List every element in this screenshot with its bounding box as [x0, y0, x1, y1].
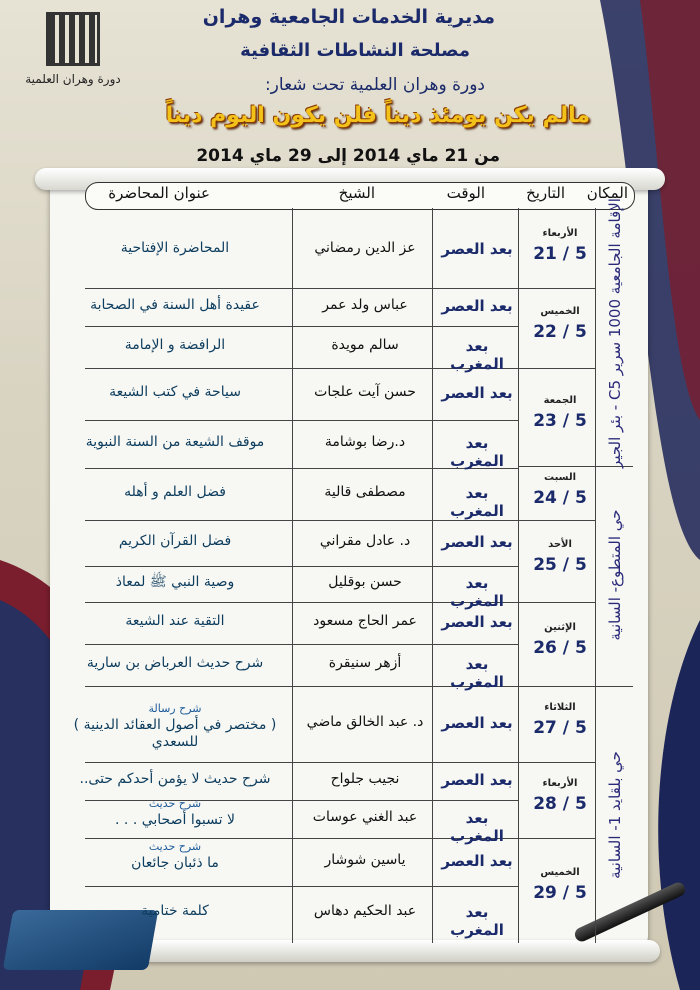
day-date: 5 / 23: [533, 411, 587, 431]
day-divider: [518, 602, 595, 603]
day-name: الأربعاء: [542, 228, 578, 239]
logo-text: دورة وهران العلمية: [25, 72, 121, 86]
day-name: الأربعاء: [542, 778, 578, 789]
col-place: المكان: [586, 184, 628, 202]
row-title-text: التقية عند الشيعة: [125, 613, 225, 629]
row-title-text: عقيدة أهل السنة في الصحابة: [90, 297, 260, 313]
row-title: [60, 574, 290, 591]
row-title-text: فضل العلم و أهله: [124, 484, 226, 500]
day-name: الجمعة: [543, 395, 577, 406]
row-time: بعد العصر: [441, 613, 513, 631]
day-name: السبت: [543, 472, 577, 483]
col-title: عنوان المحاضرة: [108, 184, 210, 202]
venue-3: حي بلقايد 1- السانية: [606, 751, 624, 879]
row-title: [60, 903, 290, 920]
row-sheikh: حسن بوقليل: [328, 574, 402, 590]
logo-emblem-icon: [46, 12, 100, 66]
day-date: 5 / 26: [533, 638, 587, 658]
row-sheikh: مصطفى قالية: [324, 484, 406, 500]
row-time: بعد المغرب: [450, 903, 504, 939]
row-title-text: لا تسبوا أصحابي . . .: [115, 812, 235, 828]
day-divider: [518, 368, 595, 369]
row-time: بعد العصر: [441, 384, 513, 402]
day-divider: [518, 466, 595, 467]
row-divider: [85, 520, 518, 521]
day-date: 5 / 27: [533, 718, 587, 738]
logo: [18, 8, 128, 98]
row-title-text: شرح حديث لا يؤمن أحدكم حتى..: [79, 771, 271, 787]
row-title: [60, 795, 290, 829]
row-divider: [85, 762, 518, 763]
col-date: التاريخ: [526, 184, 565, 202]
row-sheikh: ياسين شوشار: [324, 852, 406, 868]
row-title-text: المحاضرة الإفتاحية: [120, 240, 230, 256]
day-date: 5 / 28: [533, 794, 587, 814]
row-title-text: موقف الشيعة من السنة النبوية: [85, 434, 265, 450]
day-divider: [518, 520, 595, 521]
header: [0, 0, 700, 175]
day-name: الثلاثاء: [544, 702, 576, 713]
day-name: الخميس: [540, 306, 580, 317]
row-title: [60, 297, 290, 314]
day-divider: [518, 288, 595, 289]
col-sheikh: الشيخ: [338, 184, 375, 202]
venue-1: الإقامة الجامعية 1000 سرير C5 - بئر الجير: [606, 198, 624, 468]
day-divider: [518, 686, 595, 687]
row-sheikh: عباس ولد عمر: [322, 297, 408, 313]
row-title: [60, 838, 290, 872]
day-date: 5 / 29: [533, 883, 587, 903]
row-title-prefix: شرح حديث: [148, 797, 202, 810]
row-divider: [85, 566, 518, 567]
row-title: [60, 655, 290, 672]
venue-2: حي المتطوع- السانية: [606, 509, 624, 641]
row-sheikh: عز الدين رمضاني: [314, 240, 416, 256]
row-title: [60, 240, 290, 257]
row-title-text: ما ذئبان جائعان: [131, 855, 219, 871]
row-divider: [85, 288, 518, 289]
course-dates: من 21 ماي 2014 إلى 29 ماي 2014: [196, 146, 500, 166]
slogan: مالم يكن يومئذ ديناً فلن يكون اليوم ديناً: [165, 103, 590, 128]
row-sheikh: د. عادل مقراني: [319, 533, 411, 549]
row-time: بعد العصر: [441, 852, 513, 870]
grid-line: [595, 208, 596, 943]
day-name: الأحد: [548, 539, 572, 550]
row-time: بعد العصر: [441, 714, 513, 732]
row-title-text: شرح حديث العرباض بن سارية: [86, 655, 264, 671]
row-title: [60, 613, 290, 630]
row-divider: [85, 886, 518, 887]
row-title-prefix: شرح رسالة: [148, 702, 202, 715]
day-divider: [518, 838, 595, 839]
row-sheikh: أزهر سنيقرة: [328, 655, 402, 671]
day-date: 5 / 25: [533, 555, 587, 575]
day-divider: [518, 762, 595, 763]
row-title-prefix: شرح حديث: [148, 840, 202, 853]
row-time: بعد العصر: [441, 297, 513, 315]
row-title-text: كلمة ختامية: [141, 903, 209, 919]
row-sheikh: د.رضا بوشامة: [324, 434, 406, 450]
row-divider: [85, 644, 518, 645]
row-sheikh: د. عبد الخالق ماضي: [306, 714, 424, 730]
row-title: [60, 771, 290, 788]
row-time: بعد المغرب: [450, 434, 504, 470]
row-sheikh: حسن آيت علجات: [314, 384, 416, 400]
row-divider: [85, 420, 518, 421]
row-sheikh: سالم مويدة: [331, 337, 399, 353]
row-title: [60, 434, 290, 451]
grid-line: [518, 208, 519, 943]
day-date: 5 / 24: [533, 488, 587, 508]
row-time: بعد المغرب: [450, 809, 504, 845]
day-date: 5 / 21: [533, 244, 587, 264]
course-title: دورة وهران العلمية تحت شعار:: [264, 75, 485, 95]
row-title-text: ( مختصر في أصول العقائد الدينية ) للسعدي: [73, 717, 277, 750]
row-sheikh: عبد الحكيم دهاس: [313, 903, 417, 919]
row-time: بعد العصر: [441, 240, 513, 258]
row-title-text: وصية النبي ﷺ لمعاذ: [115, 574, 235, 590]
day-name: الخميس: [540, 867, 580, 878]
row-title: [60, 484, 290, 501]
row-time: بعد العصر: [441, 533, 513, 551]
row-divider: [85, 326, 518, 327]
department-title: مصلحة النشاطات الثقافية: [240, 40, 470, 61]
row-title: [60, 533, 290, 550]
row-title-text: الرافضة و الإمامة: [124, 337, 226, 353]
row-time: بعد المغرب: [450, 337, 504, 373]
day-date: 5 / 22: [533, 322, 587, 342]
col-time: الوقت: [446, 184, 485, 202]
grid-line: [292, 208, 293, 943]
row-title-text: سياحة في كتب الشيعة: [109, 384, 241, 400]
row-title-text: فضل القرآن الكريم: [118, 533, 232, 549]
row-time: بعد المغرب: [450, 484, 504, 520]
row-time: بعد المغرب: [450, 574, 504, 610]
row-title: [60, 337, 290, 354]
row-title: [60, 384, 290, 401]
row-time: بعد المغرب: [450, 655, 504, 691]
directorate-title: مديرية الخدمات الجامعية وهران: [202, 6, 495, 28]
row-sheikh: نجيب جلواح: [330, 771, 400, 787]
row-sheikh: عمر الحاج مسعود: [313, 613, 417, 629]
row-title: [60, 700, 290, 751]
row-time: بعد العصر: [441, 771, 513, 789]
row-sheikh: عبد الغني عوسات: [312, 809, 418, 825]
day-name: الإثنين: [544, 622, 576, 633]
